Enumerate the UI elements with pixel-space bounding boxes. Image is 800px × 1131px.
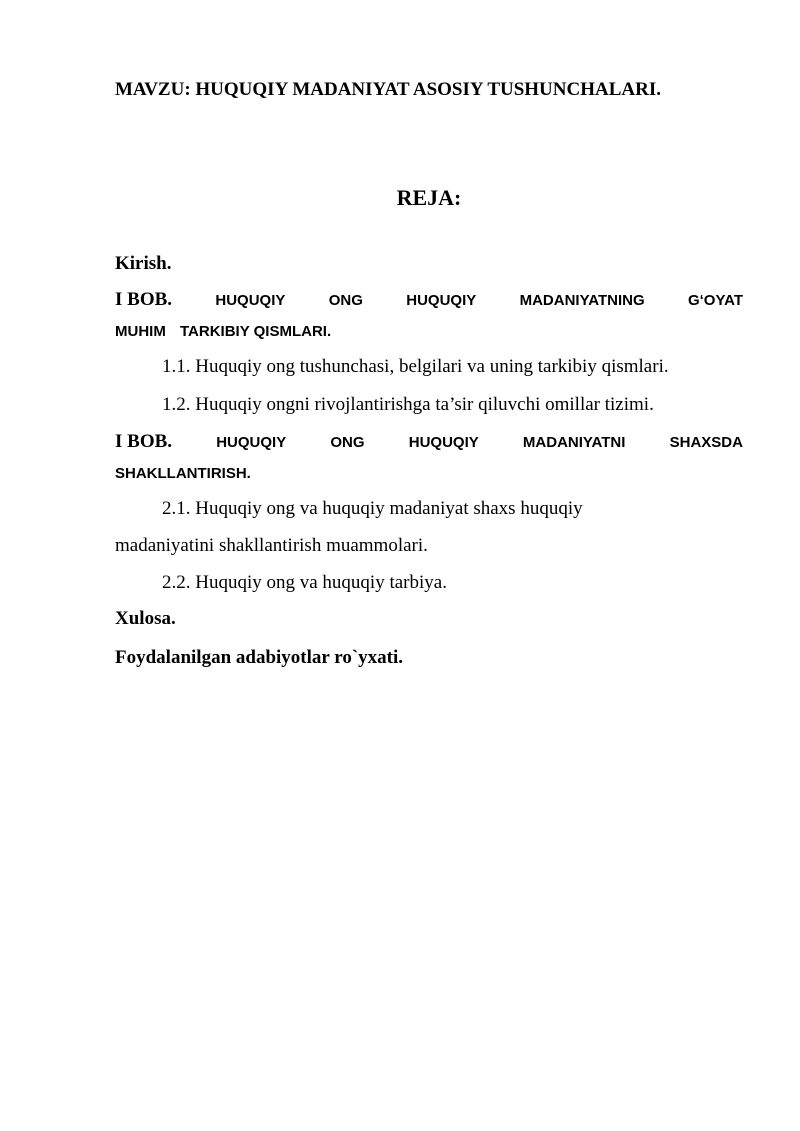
intro-item: Kirish. xyxy=(115,253,172,274)
document-page xyxy=(115,0,743,1131)
chapter-1-word-5: G‘OYAT xyxy=(687,292,743,309)
chapter-1-heading xyxy=(115,288,743,313)
chapter-1-cont-word-2: TARKIBIY QISMLARI. xyxy=(180,323,332,340)
chapter-2-word-4: MADANIYATNI xyxy=(522,434,626,451)
chapter-2-heading xyxy=(115,430,743,455)
chapter-2-word-2: ONG xyxy=(330,434,365,451)
conclusion-item: Xulosa. xyxy=(115,608,176,629)
chapter-2-word-3: HUQUQIY xyxy=(408,434,479,451)
bibliography-item: Foydalanilgan adabiyotlar ro`yxati. xyxy=(115,647,404,668)
section-2-1-line-2: madaniyatini shakllantirish muammolari. xyxy=(115,535,428,556)
chapter-2-label: I BOB. xyxy=(115,431,173,452)
chapter-1-word-3: HUQUQIY xyxy=(406,292,477,309)
section-2-2: 2.2. Huquqiy ong va huquqiy tarbiya. xyxy=(162,572,447,593)
chapter-2-heading-continued: SHAKLLANTIRISH. xyxy=(115,465,251,482)
chapter-1-word-1: HUQUQIY xyxy=(215,292,286,309)
chapter-2-word-5: SHAXSDA xyxy=(669,434,743,451)
chapter-1-word-4: MADANIYATNING xyxy=(519,292,645,309)
plan-heading: REJA: xyxy=(396,185,462,210)
chapter-1-cont-word-1: MUHIM xyxy=(115,323,166,340)
section-2-1-line-1: 2.1. Huquqiy ong va huquqiy madaniyat shaxs huquqiy xyxy=(162,498,583,519)
chapter-1-word-2: ONG xyxy=(328,292,363,309)
section-1-1: 1.1. Huquqiy ong tushunchasi, belgilari va uning tarkibiy qismlari. xyxy=(162,356,669,377)
topic-title: MAVZU: HUQUQIY MADANIYAT ASOSIY TUSHUNCHALARI. xyxy=(115,79,661,100)
section-1-2: 1.2. Huquqiy ongni rivojlantirishga ta’sir qiluvchi omillar tizimi. xyxy=(162,394,654,415)
chapter-1-label: I BOB. xyxy=(115,289,173,310)
chapter-2-word-1: HUQUQIY xyxy=(216,434,287,451)
chapter-1-heading-continued xyxy=(115,320,743,344)
